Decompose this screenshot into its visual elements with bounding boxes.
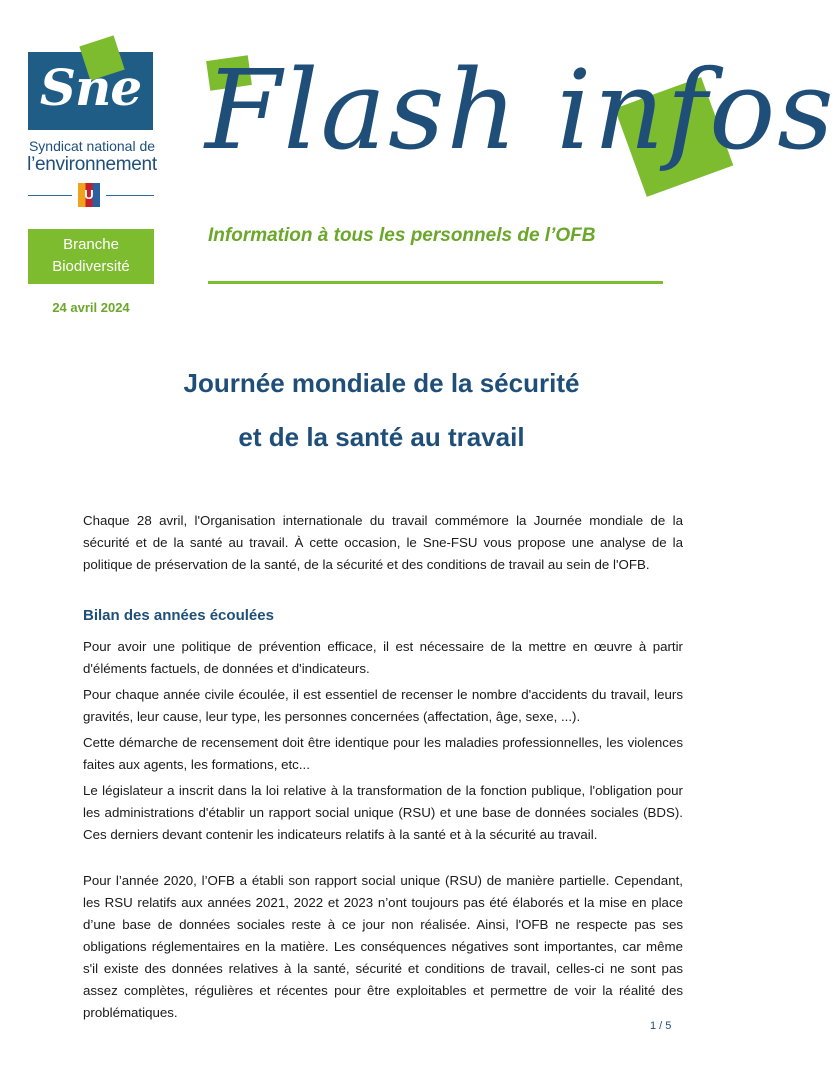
section-title: Bilan des années écoulées — [83, 607, 274, 624]
branche-line-2: Biodiversité — [52, 258, 130, 275]
paragraph-3: Cette démarche de recensement doit être identique pour les maladies professionnelles, les violences faites aux agents, les formations, etc... — [83, 735, 683, 772]
logo-line-2: l’environnement — [27, 154, 157, 175]
page-number: 1 / 5 — [650, 1020, 672, 1032]
logo-rule-right — [106, 195, 154, 196]
paragraph-5: Pour l’année 2020, l’OFB a établi son rapport social unique (RSU) de manière partielle. Cependant, les RSU relatifs aux années 2021, 2022 et 2023 n’ont toujours pas été élaborés et la mise en place d’une base de données sociales reste à ce jour non réalisée. Ainsi, l'OFB ne respecte pas ses obligations réglementaires en la matière. Les conséquences négatives sont importantes, car même s'il existe des données relatives à la santé, sécurité et conditions de travail, celles-ci ne sont pas assez complètes, régulières et récentes pour être exploitables et permettre de voir la réalité des problématiques. — [83, 873, 683, 1020]
page-title-line-1: Journée mondiale de la sécurité — [183, 368, 580, 398]
logo-rule-left — [28, 195, 72, 196]
flash-infos-title: Flash infos — [205, 46, 836, 174]
logo-brand: Sne — [39, 58, 142, 117]
fsu-logo-icon: U — [78, 183, 100, 207]
paragraph-2: Pour chaque année civile écoulée, il est essentiel de recenser le nombre d'accidents du travail, leurs gravités, leur cause, leur type, les personnes concernées (affectation, âge, sexe, ...). — [83, 687, 683, 724]
publication-date: 24 avril 2024 — [52, 300, 130, 315]
branche-line-1: Branche — [63, 236, 119, 253]
branche-badge — [28, 229, 154, 284]
page-title-line-2: et de la santé au travail — [238, 422, 525, 452]
paragraph-1: Pour avoir une politique de prévention efficace, il est nécessaire de la mettre en œuvre à partir d'éléments factuels, de données et d'indicateurs. — [83, 639, 683, 676]
paragraph-4: Le législateur a inscrit dans la loi relative à la transformation de la fonction publique, l'obligation pour les administrations d'établir un rapport social unique (RSU) et une base de données sociales (BDS). Ces derniers devant contenir les indicateurs relatifs à la santé et à la sécurité au travail. — [83, 783, 683, 842]
header-divider — [208, 281, 663, 284]
header-subtitle: Information à tous les personnels de l’OFB — [208, 225, 596, 246]
logo-line-1: Syndicat national de — [28, 138, 156, 154]
intro-paragraph: Chaque 28 avril, l'Organisation internationale du travail commémore la Journée mondiale de la sécurité et de la santé au travail. À cette occasion, le Sne-FSU vous propose une analyse de la politique de préservation de la santé, de la sécurité et des conditions de travail au sein de l'OFB. — [83, 513, 683, 572]
